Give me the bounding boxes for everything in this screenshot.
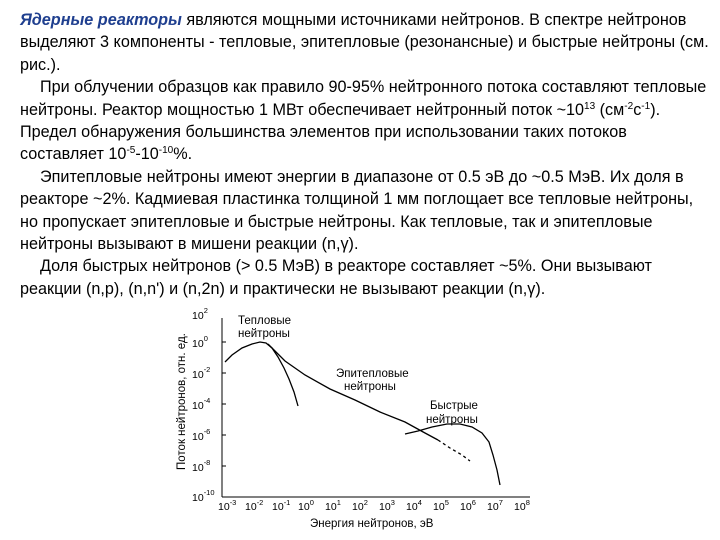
x-tick-label: $10^5$ (433, 498, 449, 513)
epithermal-tail-dotted (438, 440, 470, 461)
paragraph-fast: Доля быстрых нейтронов (> 0.5 МэВ) в реакторе составляет ~5%. Они вызывают реакции (n,p), (n,n') и (n,2n) и практически не вызывают реакции (n,γ). (20, 257, 652, 298)
y-tick-label: $10^2$ (192, 306, 208, 322)
y-tick-marks (222, 342, 226, 466)
x-tick-label: $10^3$ (379, 498, 395, 513)
epithermal-label: нейтроны (344, 381, 396, 393)
y-axis-title: Поток нейтронов, отн. ед. (176, 333, 188, 470)
y-tick-label: $10^{-10}$ (192, 488, 215, 504)
x-axis-title: Энергия нейтронов, эВ (310, 518, 434, 530)
x-tick-label: $10^7$ (487, 498, 503, 513)
highlighted-term: Ядерные реакторы (20, 11, 182, 29)
x-tick-label: $10^0$ (298, 498, 314, 513)
y-tick-label: $10^{-2}$ (192, 365, 211, 381)
thermal-label: Тепловые (238, 315, 292, 327)
x-tick-label: $10^6$ (460, 498, 476, 513)
x-tick-label: $10^1$ (325, 498, 341, 513)
epithermal-label: Эпитепловые (336, 368, 409, 380)
paragraph-epithermal: Эпитепловые нейтроны имеют энергии в диапазоне от 0.5 эВ до ~0.5 МэВ. Их доля в реакторе ~2%. Кадмиевая пластинка толщиной 1 мм поглощает все тепловые нейтроны, но пропускает эпитепловые и быстрые нейтроны. Как тепловые, так и эпитепловые нейтроны вызывают в мишени реакции (n,γ). (20, 167, 694, 254)
x-tick-label: $10^{-3}$ (218, 498, 237, 513)
thermal-curve (225, 342, 298, 406)
thermal-label: нейтроны (238, 328, 290, 340)
fast-label: Быстрые (430, 400, 478, 412)
x-tick-label: $10^{-1}$ (272, 498, 291, 513)
y-tick-label: $10^{-6}$ (192, 427, 211, 443)
paragraph-reactors: Ядерные реакторы являются мощными источниками нейтронов. В спектре нейтронов выделяют 3 компоненты - тепловые, эпитепловые (резонансные) и быстрые нейтроны (см. рис.). (20, 11, 709, 74)
y-tick-label: $10^0$ (192, 334, 208, 350)
x-tick-label: $10^2$ (352, 498, 368, 513)
y-tick-label: $10^{-4}$ (192, 396, 211, 412)
fast-curve (405, 424, 500, 485)
fast-label: нейтроны (426, 414, 478, 426)
y-tick-label: $10^{-8}$ (192, 458, 211, 474)
x-tick-label: $10^4$ (406, 498, 422, 513)
x-tick-label: $10^8$ (514, 498, 530, 513)
x-tick-label: $10^{-2}$ (245, 498, 264, 513)
paragraph-thermal-share: При облучении образцов как правило 90-95% нейтронного потока составляют тепловые нейтроны. Реактор мощностью 1 МВт обеспечивает нейтронный поток $\sim 10^{13}$ $(см^{-2}с^{-1})$. Предел обнаружения большинства элементов при использовании таких потоков составляет $10^{-5}-10^{-10}\%$. (20, 78, 707, 164)
